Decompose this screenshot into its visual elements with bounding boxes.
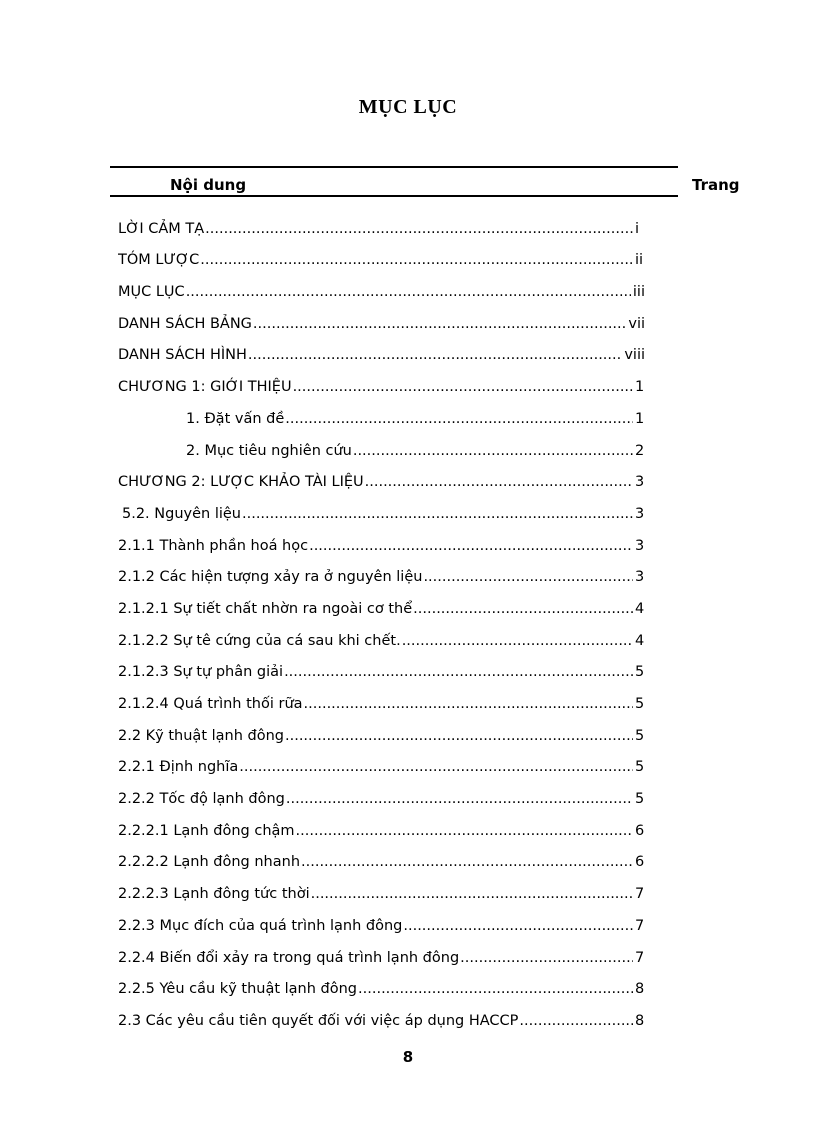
- page-column-label: Trang: [692, 176, 740, 194]
- toc-entry-page: 4: [635, 632, 645, 649]
- toc-entry-page: 1: [635, 410, 645, 427]
- toc-entry-page: 6: [635, 822, 645, 839]
- toc-entry: [118, 744, 645, 776]
- toc-leader: [304, 696, 633, 712]
- toc-entry-label: CHƯƠNG 2: LƯỢC KHẢO TÀI LIỆU: [118, 474, 364, 491]
- toc-entry: [118, 363, 645, 395]
- column-header-content: [110, 176, 678, 197]
- toc-entry-label: 2.2.2.3 Lạnh đông tức thời: [118, 886, 310, 903]
- toc-entry: [118, 902, 645, 934]
- toc-entry: [118, 997, 645, 1029]
- toc-leader: [248, 347, 622, 363]
- toc-entry-label: 2.3 Các yêu cầu tiên quyết đối với việc áp dụng HACCP: [118, 1012, 519, 1029]
- toc-leader: [301, 854, 633, 870]
- toc-entry-label: LỜI CẢM TẠ: [118, 220, 205, 237]
- toc-entry-page: vii: [628, 315, 645, 332]
- toc-entry-page: 3: [635, 537, 645, 554]
- toc-entry-label: 2.2.1 Định nghĩa: [118, 759, 239, 776]
- toc-entry-page: 7: [635, 886, 645, 903]
- toc-entry: [118, 870, 645, 902]
- toc-leader: [519, 1013, 633, 1029]
- toc-leader: [353, 443, 633, 459]
- toc-entry: [118, 459, 645, 491]
- toc-entry-label: TÓM LƯỢC: [118, 252, 200, 269]
- toc-entry-page: viii: [624, 347, 645, 364]
- toc-entry-label: 2. Mục tiêu nghiên cứu: [186, 442, 352, 459]
- toc-entry-page: ii: [635, 252, 644, 269]
- toc-entry-page: 4: [635, 600, 645, 617]
- toc-entry-label: CHƯƠNG 1: GIỚI THIỆU: [118, 379, 292, 396]
- toc-entry: [118, 649, 645, 681]
- toc-entry-label: 2.2.5 Yêu cầu kỹ thuật lạnh đông: [118, 981, 358, 998]
- toc-entry-page: 5: [635, 791, 645, 808]
- toc-leader: [205, 221, 633, 237]
- toc-entry: [118, 839, 645, 871]
- toc-leader: [365, 474, 633, 490]
- toc-entry-page: 2: [635, 442, 645, 459]
- top-rule: [110, 166, 678, 168]
- toc-entry: [118, 395, 645, 427]
- page-title: MỤC LỤC: [358, 96, 458, 118]
- toc-entry: [118, 490, 645, 522]
- toc-leader: [200, 252, 633, 268]
- toc-entry: [118, 934, 645, 966]
- toc-entry-label: MỤC LỤC: [118, 284, 185, 301]
- toc-leader: [358, 981, 633, 997]
- toc-leader: [239, 759, 633, 775]
- toc-leader: [403, 918, 633, 934]
- toc-entry-label: 2.2 Kỹ thuật lạnh đông: [118, 727, 284, 744]
- toc-entry-page: 5: [635, 727, 645, 744]
- toc-entry-page: 3: [635, 569, 645, 586]
- toc-leader: [285, 411, 633, 427]
- toc-entry-page: 3: [635, 505, 645, 522]
- toc-entry-label: 2.2.2 Tốc độ lạnh đông: [118, 791, 285, 808]
- toc-entry-label: 2.1.2.4 Quá trình thối rữa: [118, 696, 303, 712]
- toc-leader: [423, 569, 633, 585]
- toc-entry-page: 7: [635, 949, 645, 966]
- toc-leader: [402, 633, 633, 649]
- toc-entry-label: 2.2.3 Mục đích của quá trình lạnh đông: [118, 917, 403, 934]
- toc-entry: [118, 268, 645, 300]
- page-number: 8: [402, 1048, 414, 1066]
- toc-entry-page: i: [635, 220, 640, 237]
- toc-entry: [118, 680, 645, 712]
- toc-leader: [413, 601, 633, 617]
- toc-leader: [296, 823, 633, 839]
- toc-leader: [293, 379, 633, 395]
- toc-entry-page: 7: [635, 917, 645, 934]
- toc-leader: [242, 506, 633, 522]
- toc-entry-page: 3: [635, 474, 645, 491]
- toc-leader: [285, 728, 633, 744]
- toc-entry-label: DANH SÁCH BẢNG: [118, 315, 252, 332]
- toc-entry-page: 5: [635, 759, 645, 776]
- toc-leader: [186, 284, 631, 300]
- table-of-contents: [118, 205, 645, 1029]
- toc-leader: [286, 791, 633, 807]
- toc-entry: [118, 617, 645, 649]
- toc-entry: [118, 807, 645, 839]
- toc-entry-page: 8: [635, 981, 645, 998]
- toc-entry: [118, 966, 645, 998]
- toc-entry: [118, 554, 645, 586]
- toc-entry-page: 8: [635, 1012, 645, 1029]
- toc-entry-label: 2.2.2.1 Lạnh đông chậm: [118, 822, 295, 839]
- toc-entry: [118, 427, 645, 459]
- toc-entry-page: iii: [632, 284, 645, 301]
- toc-entry: [118, 522, 645, 554]
- toc-leader: [253, 316, 626, 332]
- toc-entry-label: 2.1.2 Các hiện tượng xảy ra ở nguyên liệu: [118, 569, 423, 586]
- toc-entry-label: 2.2.4 Biến đổi xảy ra trong quá trình lạnh đông: [118, 949, 460, 966]
- toc-entry-label: 2.1.2.3 Sự tự phân giải: [118, 664, 284, 681]
- toc-entry-label: 1. Đặt vấn đề: [186, 410, 285, 427]
- toc-entry: [118, 585, 645, 617]
- toc-entry: [118, 205, 645, 237]
- toc-entry-label: DANH SÁCH HÌNH: [118, 347, 247, 364]
- content-column-label: Nội dung: [170, 176, 247, 194]
- toc-entry: [118, 712, 645, 744]
- toc-entry-page: 1: [635, 379, 645, 396]
- toc-entry: [118, 300, 645, 332]
- toc-entry-page: 6: [635, 854, 645, 871]
- toc-entry-label: 2.1.2.2 Sự tê cứng của cá sau khi chết.: [118, 632, 401, 649]
- toc-entry: [118, 237, 645, 269]
- toc-entry-label: 5.2. Nguyên liệu: [122, 505, 241, 522]
- toc-entry-label: 2.1.1 Thành phần hoá học: [118, 537, 309, 554]
- toc-leader: [460, 950, 633, 966]
- toc-entry: [118, 775, 645, 807]
- toc-entry-page: 5: [635, 664, 645, 681]
- toc-leader: [284, 664, 633, 680]
- toc-leader: [309, 538, 633, 554]
- toc-entry-page: 5: [635, 696, 645, 712]
- toc-leader: [311, 886, 633, 902]
- toc-entry-label: 2.2.2.2 Lạnh đông nhanh: [118, 854, 301, 871]
- toc-entry-label: 2.1.2.1 Sự tiết chất nhờn ra ngoài cơ thể: [118, 600, 413, 617]
- toc-entry: [118, 332, 645, 364]
